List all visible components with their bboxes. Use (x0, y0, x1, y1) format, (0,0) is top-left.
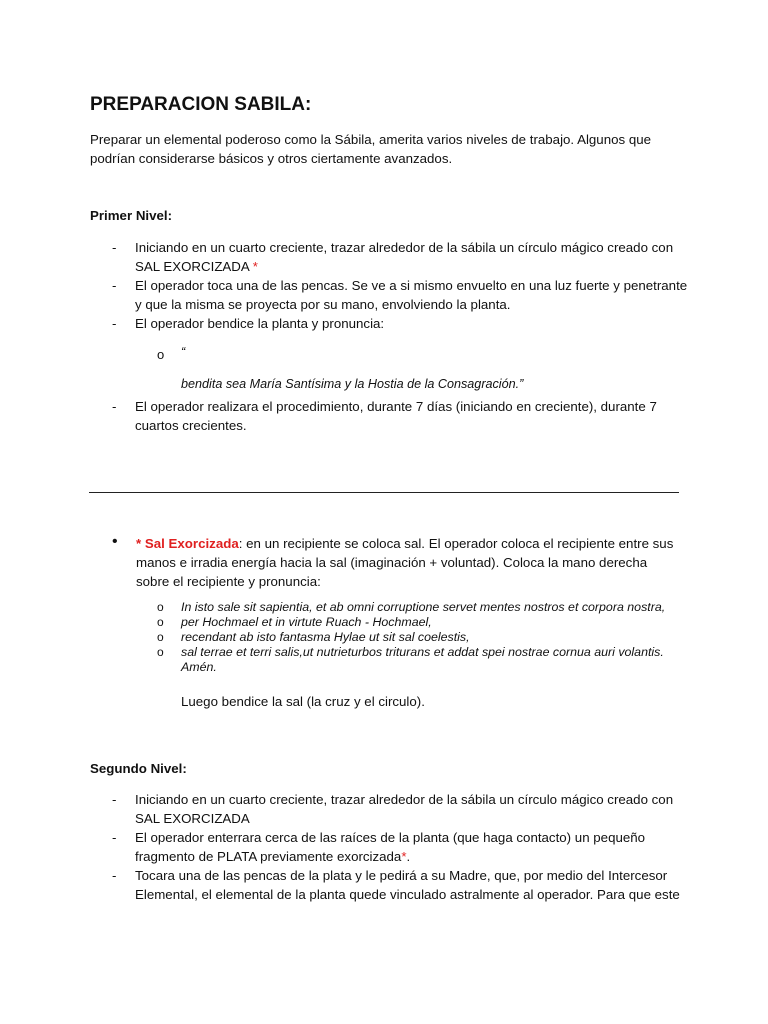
dash-marker: - (112, 830, 117, 845)
quote-open: “ (181, 345, 186, 359)
blessing-quote: bendita sea María Santísima y la Hostia de la Consagración.” (181, 377, 524, 391)
bendice-sal-text: Luego bendice la sal (la cruz y el circulo). (181, 694, 425, 709)
primer-nivel-list-end (90, 397, 690, 435)
dash-marker: - (112, 792, 117, 807)
primer-nivel-heading: Primer Nivel: (90, 208, 173, 223)
circle-marker: o (157, 615, 164, 629)
bullet-marker: • (112, 533, 118, 550)
horizontal-divider (89, 492, 679, 493)
circle-marker: o (157, 630, 164, 644)
circle-marker: o (157, 347, 165, 362)
list-item: o per Hochmael et in virtute Ruach - Hochmael, (157, 615, 432, 629)
sal-exorcizada-label: * Sal Exorcizada (136, 536, 239, 551)
asterisk-mark: * (401, 849, 407, 864)
list-item: - El operador realizara el procedimiento, durante 7 días (iniciando en creciente), durante 7 cuartos crecientes. (112, 399, 657, 433)
latin-formula-list (155, 600, 685, 675)
dash-marker: - (112, 399, 117, 414)
sal-exorcizada-paragraph: * Sal Exorcizada: en un recipiente se coloca sal. El operador coloca el recipiente entre sus manos e irradia energía hacia la sal (imaginación + voluntad). Coloca la mano derecha sobre el recipiente y pronuncia: (136, 536, 674, 589)
primer-nivel-list (90, 238, 690, 333)
segundo-nivel-heading: Segundo Nivel: (90, 761, 187, 776)
page-title: PREPARACION SABILA: (90, 94, 312, 115)
list-item: o sal terrae et terri salis,ut nutrieturbos triturans et addat spei nostrae cornua auri volantis. Amén. (157, 645, 664, 674)
list-item: - El operador enterrara cerca de las raíces de la planta (que haga contacto) un pequeño fragmento de PLATA previamente exorcizada*. (112, 830, 646, 864)
intro-paragraph: Preparar un elemental poderoso como la Sábila, amerita varios niveles de trabajo. Algunos que podrían considerarse básicos y otros ciertamente avanzados. (90, 132, 652, 166)
asterisk-mark: * (252, 259, 258, 274)
list-item: - El operador toca una de las pencas. Se ve a si mismo envuelto en una luz fuerte y penetrante y que la misma se proyecta por su mano, envolviendo la planta. (112, 278, 688, 312)
dash-marker: - (112, 316, 117, 331)
circle-marker: o (157, 600, 164, 614)
list-item: o recendant ab isto fantasma Hylae ut sit sal coelestis, (157, 630, 470, 644)
list-item: - El operador bendice la planta y pronuncia: (112, 316, 385, 331)
dash-marker: - (112, 278, 117, 293)
list-item: - Tocara una de las pencas de la plata y le pedirá a su Madre, que, por medio del Intercesor Elemental, el elemental de la planta quede vinculado astralmente al operador. Para que este (112, 868, 680, 902)
list-item: - Iniciando en un cuarto creciente, trazar alrededor de la sábila un círculo mágico creado con SAL EXORCIZADA (112, 792, 674, 826)
dash-marker: - (112, 240, 117, 255)
list-item: - Iniciando en un cuarto creciente, trazar alrededor de la sábila un círculo mágico creado con SAL EXORCIZADA * (112, 240, 674, 274)
segundo-nivel-list (90, 790, 690, 904)
list-item: o In isto sale sit sapientia, et ab omni corruptione servet mentes nostros et corpora nostra, (157, 600, 666, 614)
dash-marker: - (112, 868, 117, 883)
circle-marker: o (157, 645, 164, 659)
